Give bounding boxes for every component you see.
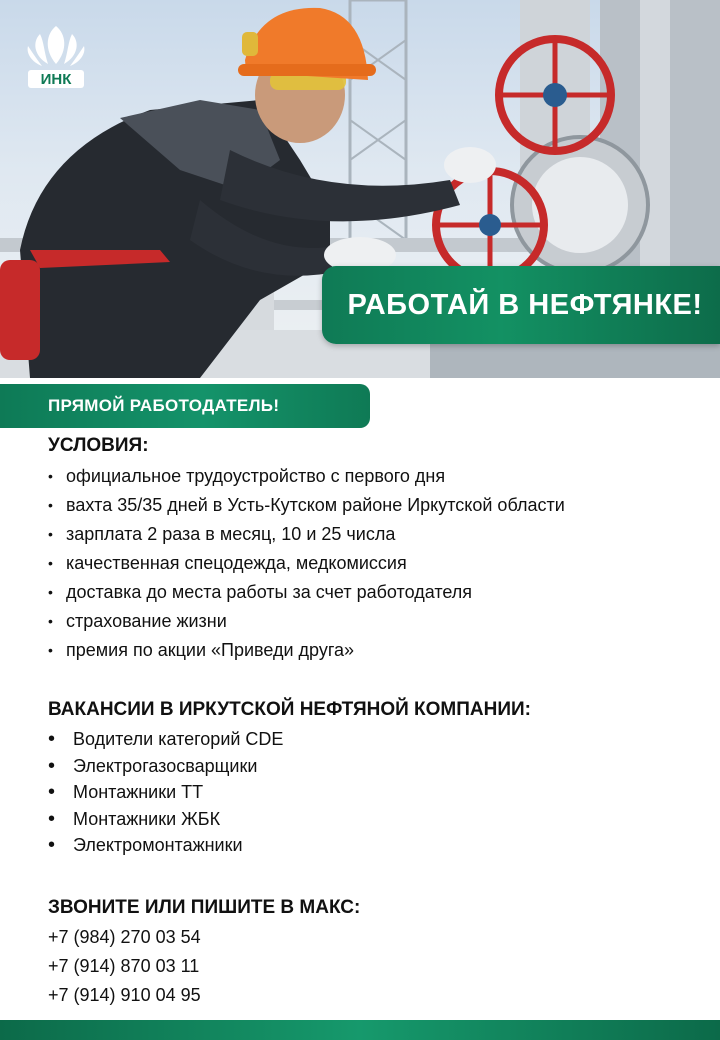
- company-logo: [24, 20, 88, 92]
- bullet-icon: •: [48, 497, 53, 513]
- conditions-list: [48, 462, 708, 665]
- vacancies-heading: ВАКАНСИИ В ИРКУТСКОЙ НЕФТЯНОЙ КОМПАНИИ:: [48, 699, 531, 720]
- contacts-section: [48, 896, 708, 1010]
- list-item: • доставка до места работы за счет работодателя: [48, 578, 708, 607]
- bullet-icon: •: [48, 526, 53, 542]
- conditions-heading: УСЛОВИЯ:: [48, 435, 149, 456]
- bullet-icon: •: [48, 642, 53, 658]
- direct-employer-badge: [0, 384, 370, 428]
- bullet-icon: •: [48, 781, 56, 803]
- phone-number[interactable]: +7 (914) 870 03 11: [48, 956, 200, 976]
- list-item: • зарплата 2 раза в месяц, 10 и 25 числа: [48, 520, 708, 549]
- list-item: • Монтажники ЖБК: [48, 806, 708, 833]
- cta-banner: [322, 266, 720, 344]
- list-item: • страхование жизни: [48, 607, 708, 636]
- list-item: • официальное трудоустройство с первого дня: [48, 462, 708, 491]
- list-item: • Водители категорий CDE: [48, 726, 708, 753]
- phone-number[interactable]: +7 (984) 270 03 54: [48, 927, 201, 947]
- inc-logo-icon: [24, 20, 88, 92]
- list-item: • премия по акции «Приведи друга»: [48, 636, 708, 665]
- bullet-icon: •: [48, 584, 53, 600]
- direct-employer-text: ПРЯМОЙ РАБОТОДАТЕЛЬ!: [48, 396, 280, 415]
- svg-text:ИНК: ИНК: [40, 71, 72, 88]
- list-item: • качественная спецодежда, медкомиссия: [48, 549, 708, 578]
- hero-photo: [0, 0, 720, 378]
- bullet-icon: •: [48, 834, 56, 856]
- bullet-icon: •: [48, 555, 53, 571]
- bottom-accent-bar: [0, 1020, 720, 1040]
- bullet-icon: •: [48, 754, 56, 777]
- bullet-icon: •: [48, 468, 53, 484]
- list-item: • вахта 35/35 дней в Усть-Кутском районе Иркутской области: [48, 491, 708, 520]
- bullet-icon: •: [48, 613, 53, 629]
- bullet-icon: •: [48, 807, 56, 830]
- list-item: • Электрогазосварщики: [48, 753, 708, 780]
- conditions-section: [48, 434, 708, 665]
- vacancies-list: [48, 726, 708, 859]
- contacts-heading: ЗВОНИТЕ ИЛИ ПИШИТЕ В МАКС:: [48, 897, 361, 918]
- phone-number[interactable]: +7 (914) 910 04 95: [48, 985, 201, 1005]
- list-item: • Монтажники ТТ: [48, 779, 708, 806]
- cta-text: РАБОТАЙ В НЕФТЯНКЕ!: [347, 288, 703, 321]
- bullet-icon: •: [48, 728, 56, 750]
- vacancies-section: [48, 698, 708, 859]
- list-item: • Электромонтажники: [48, 832, 708, 859]
- phone-list: [48, 923, 708, 1010]
